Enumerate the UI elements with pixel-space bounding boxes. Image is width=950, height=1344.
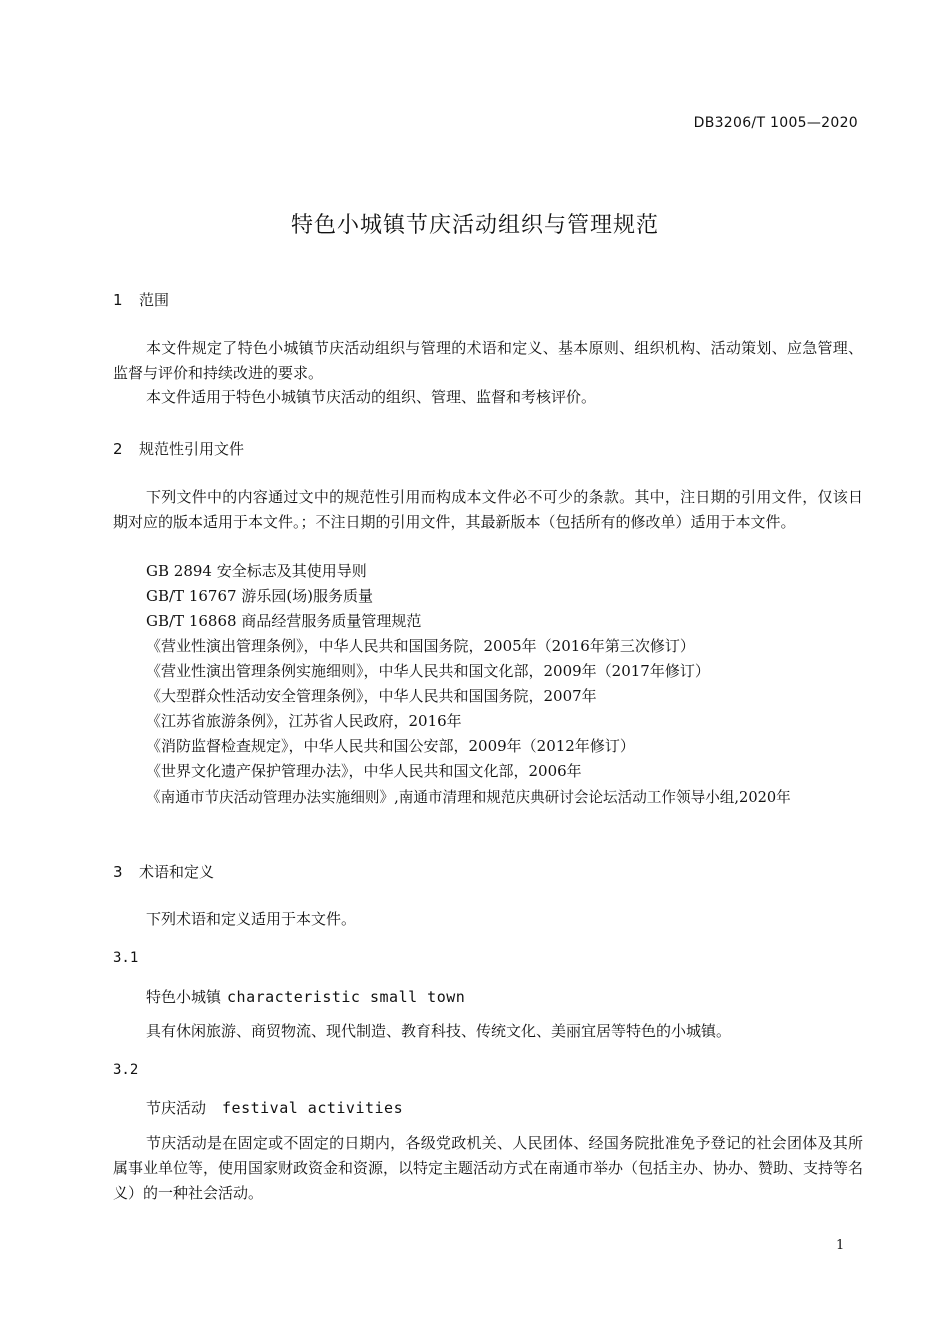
reference-item: 《南通市节庆活动管理办法实施细则》,南通市清理和规范庆典研讨会论坛活动工作领导小组,2020年 [146,789,791,806]
subclause-number: 3.2 [113,1062,139,1078]
reference-item: 《营业性演出管理条例》，中华人民共和国国务院，2005年（2016年第三次修订） [146,637,695,655]
section-3-heading [113,861,214,882]
section-title: 术语和定义 [139,863,215,881]
reference-item: 《江苏省旅游条例》，江苏省人民政府，2016年 [146,712,462,730]
reference-item: GB/T 16868 商品经营服务质量管理规范 [146,612,422,630]
reference-item: GB 2894 安全标志及其使用导则 [146,562,367,580]
term-definition: 节庆活动是在固定或不固定的日期内，各级党政机关、人民团体、经国务院批准免予登记的社会团体及其所属事业单位等，使用国家财政资金和资源，以特定主题活动方式在南通市举办（包括主办、协办、赞助、支持等名义）的一种社会活动。 [113,1134,864,1202]
paragraph: 本文件规定了特色小城镇节庆活动组织与管理的术语和定义、基本原则、组织机构、活动策划、应急管理、监督与评价和持续改进的要求。 [113,339,863,382]
section-number: 3 [113,863,123,881]
section-title: 规范性引用文件 [139,440,245,458]
reference-item: GB/T 16767 游乐园(场)服务质量 [146,587,374,605]
term-entry [146,986,465,1007]
term-definition: 具有休闲旅游、商贸物流、现代制造、教育科技、传统文化、美丽宜居等特色的小城镇。 [146,1022,732,1040]
paragraph: 本文件适用于特色小城镇节庆活动的组织、管理、监督和考核评价。 [146,388,597,406]
page-number: 1 [836,1238,845,1253]
reference-item: 《世界文化遗产保护管理办法》，中华人民共和国文化部，2006年 [146,762,582,780]
section-number: 2 [113,440,123,458]
paragraph: 下列文件中的内容通过文中的规范性引用而构成本文件必不可少的条款。其中，注日期的引用文件，仅该日期对应的版本适用于本文件。；不注日期的引用文件，其最新版本（包括所有的修改单）适用于本文件。 [113,488,863,531]
paragraph: 下列术语和定义适用于本文件。 [146,910,357,928]
subclause-number: 3.1 [113,950,139,966]
section-number: 1 [113,291,123,309]
term-english: characteristic small town [227,988,466,1006]
term-english: festival activities [222,1099,404,1117]
section-2-heading [113,438,244,459]
section-title: 范围 [139,291,170,309]
standard-code: DB3206/T 1005—2020 [693,115,858,131]
reference-item: 《大型群众性活动安全管理条例》，中华人民共和国国务院，2007年 [146,687,597,705]
term-entry [146,1097,403,1118]
term-chinese: 特色小城镇 [146,988,222,1006]
term-chinese: 节庆活动 [146,1099,207,1117]
section-1-heading [113,289,169,310]
reference-item: 《营业性演出管理条例实施细则》，中华人民共和国文化部，2009年（2017年修订） [146,662,710,680]
reference-item: 《消防监督检查规定》，中华人民共和国公安部，2009年（2012年修订） [146,737,635,755]
document-title: 特色小城镇节庆活动组织与管理规范 [290,213,659,238]
